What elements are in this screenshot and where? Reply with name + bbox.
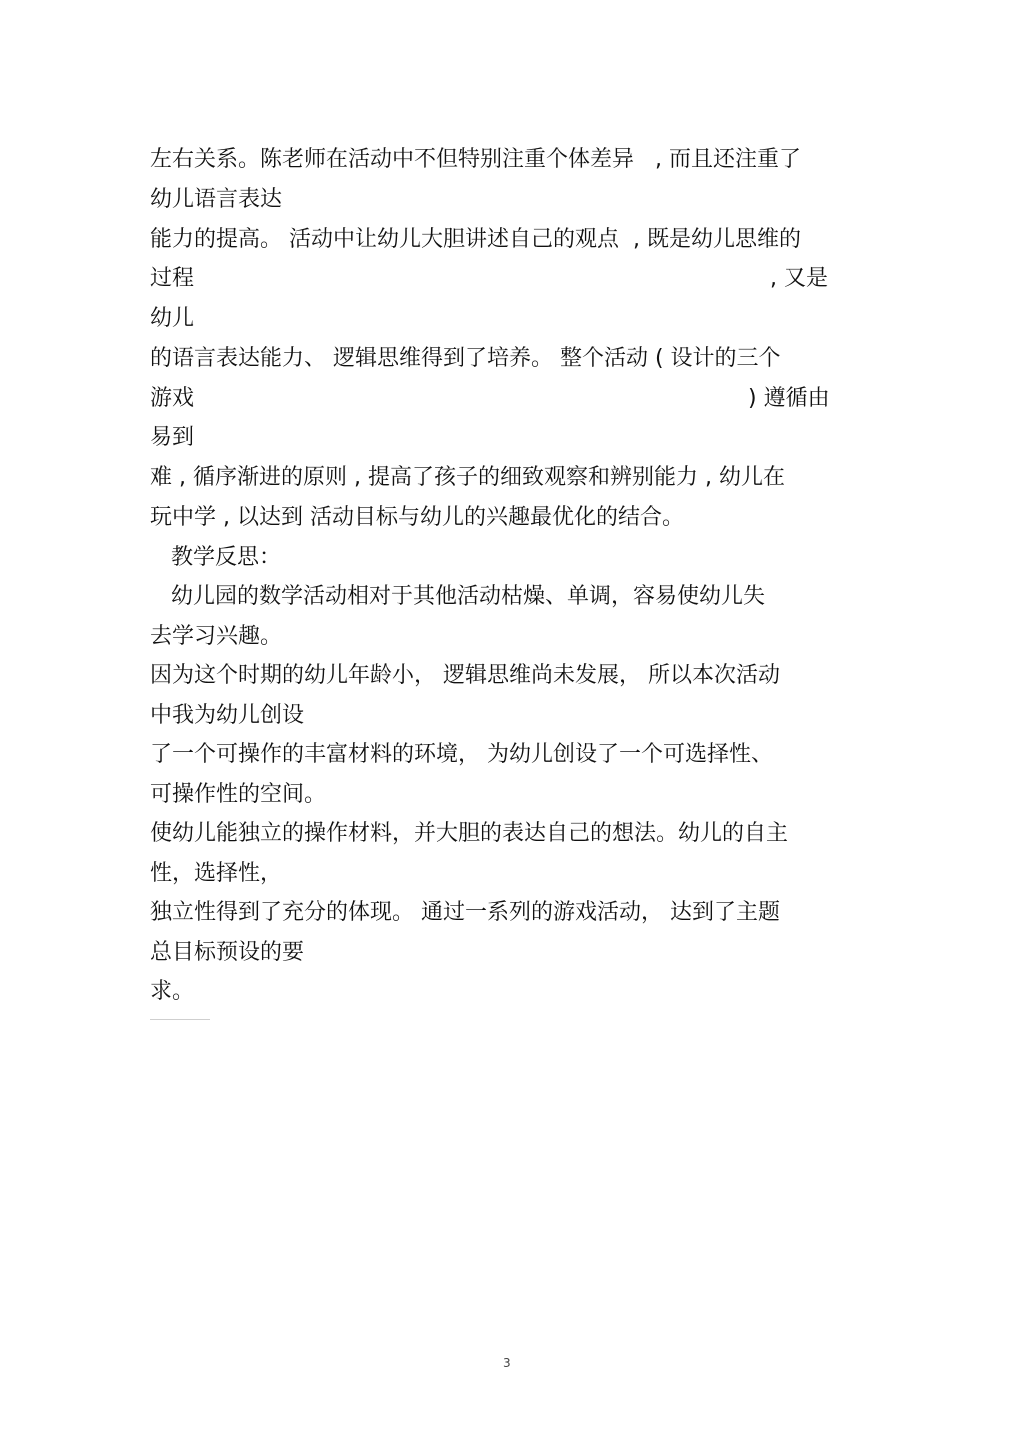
text-line-20: 总目标预设的要 — [150, 940, 305, 965]
text-fragment-right-1: , 又是 — [770, 266, 828, 291]
section-heading-reflection: 教学反思： — [150, 545, 281, 570]
text-line-3: 能力的提高。 活动中让幼儿大胆讲述自己的观点 , 既是幼儿思维的 — [150, 227, 801, 252]
text-line-7: 游戏 — [150, 386, 195, 411]
text-line-14: 中我为幼儿创设 — [150, 703, 305, 728]
text-line-12: 去学习兴趣。 — [150, 624, 283, 649]
text-line-15: 了一个可操作的丰富材料的环境， 为幼儿创设了一个可选择性、 — [150, 742, 773, 767]
text-line-6: 的语言表达能力、 逻辑思维得到了培养。 整个活动 ( 设计的三个 — [150, 346, 781, 371]
text-line-17: 使幼儿能独立的操作材料，并大胆的表达自己的想法。幼儿的自主 — [150, 821, 789, 846]
text-line-4: 过程 — [150, 266, 195, 291]
text-line-5: 幼儿 — [150, 306, 195, 331]
page-number: 3 — [503, 1356, 511, 1370]
text-line-19: 独立性得到了充分的体现。 通过一系列的游戏活动， 达到了主题 — [150, 900, 780, 925]
text-line-21: 求。 — [150, 979, 195, 1004]
text-line-13: 因为这个时期的幼儿年龄小， 逻辑思维尚未发展， 所以本次活动 — [150, 663, 780, 688]
footnote-rule — [150, 1019, 210, 1020]
text-line-16: 可操作性的空间。 — [150, 782, 327, 807]
text-line-10: 玩中学 , 以达到 活动目标与幼儿的兴趣最优化的结合。 — [150, 505, 684, 530]
text-line-18: 性，选择性， — [150, 861, 283, 886]
text-line-2: 幼儿语言表达 — [150, 187, 283, 212]
text-line-11: 幼儿园的数学活动相对于其他活动枯燥、单调，容易使幼儿失 — [150, 584, 765, 609]
text-fragment-right-2: ) 遵循由 — [748, 386, 830, 411]
text-line-8: 易到 — [150, 425, 195, 450]
text-line-1: 左右关系。陈老师在活动中不但特别注重个体差异 , 而且还注重了 — [150, 147, 801, 172]
text-line-9: 难 , 循序渐进的原则 , 提高了孩子的细致观察和辨别能力 , 幼儿在 — [150, 465, 785, 490]
